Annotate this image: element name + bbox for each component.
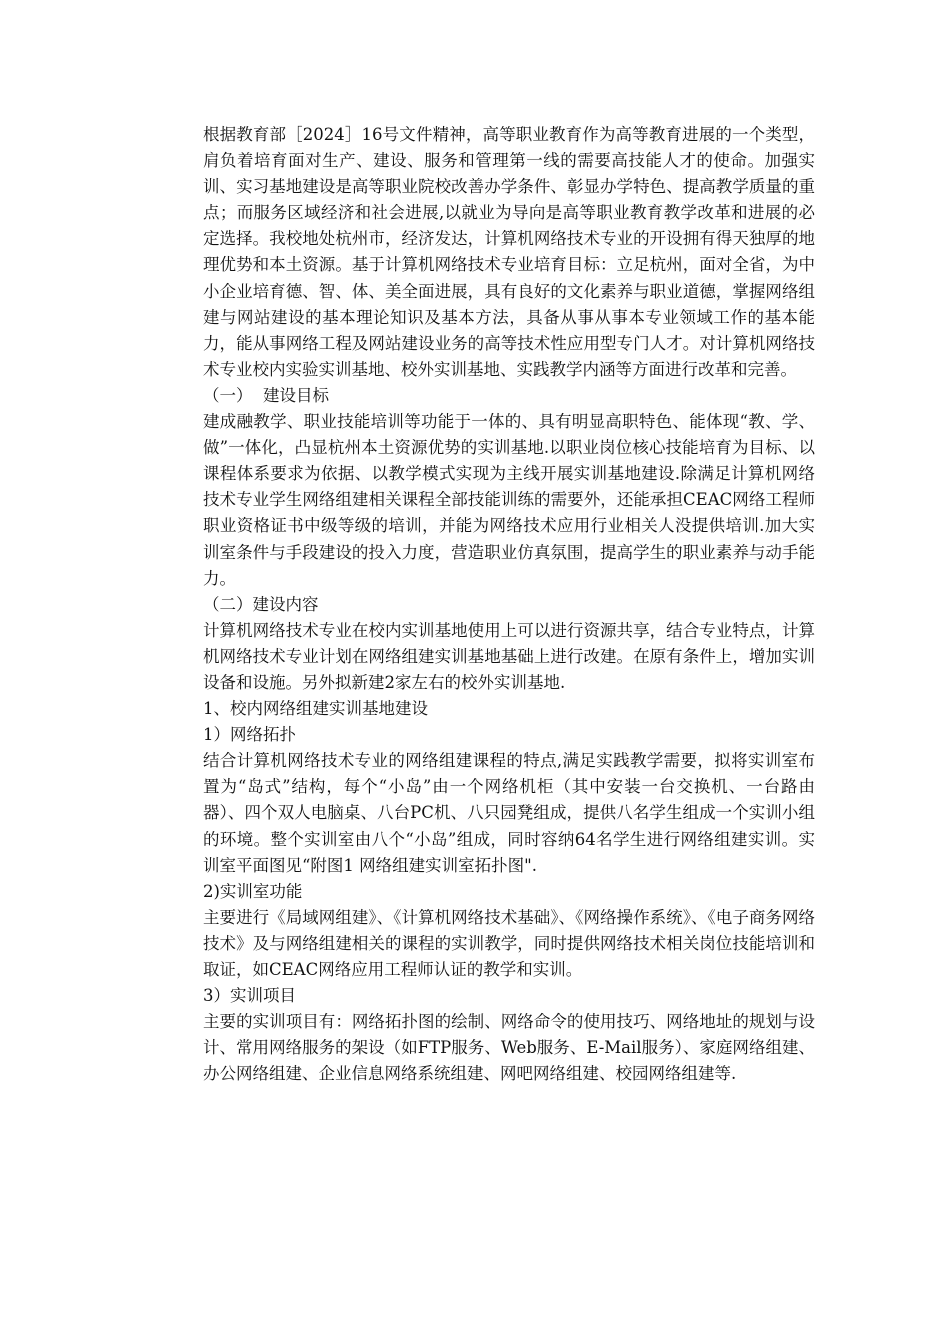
subsection-heading-onsite-base: 1、校内网络组建实训基地建设 <box>203 699 428 719</box>
content-paragraph: 计算机网络技术专业在校内实训基地使用上可以进行资源共享，结合专业特点，计算机网络技术专业计划在网络组建实训基地基础上进行改建。在原有条件上，增加实训设备和设施。另外拟新建2家左右的校外实训基地. <box>203 620 815 692</box>
intro-paragraph: 根据教育部［2024］16号文件精神，高等职业教育作为高等教育进展的一个类型，肩负着培育面对生产、建设、服务和管理第一线的需要高技能人才的使命。加强实训、实习基地建设是高等职业院校改善办学条件、彰显办学特色、提高教学质量的重点；而服务区域经济和社会进展,以就业为导向是高等职业教育教学改革和进展的必定选择。我校地处杭州市，经济发达，计算机网络技术专业的开设拥有得天独厚的地理优势和本土资源。基于计算机网络技术专业培育目标：立足杭州，面对全省，为中小企业培育德、智、体、美全面进展，具有良好的文化素养与职业道德，掌握网络组建与网站建设的基本理论知识及基本方法，具备从事从事本专业领域工作的基本能力，能从事网络工程及网站建设业务的高等技术性应用型专门人才。对计算机网络技术专业校内实验实训基地、校外实训基地、实践教学内涵等方面进行改革和完善。 <box>203 125 815 379</box>
item-heading-lab-function: 2)实训室功能 <box>203 881 303 901</box>
projects-paragraph: 主要的实训项目有：网络拓扑图的绘制、网络命令的使用技巧、网络地址的规划与设计、常用网络服务的架设（如FTP服务、Web服务、E-Mail服务）、家庭网络组建、办公网络组建、企业信息网络系统组建、网吧网络组建、校园网络组建等. <box>203 1012 815 1084</box>
document-page <box>203 122 815 1087</box>
section-heading-goal: （一） 建设目标 <box>203 385 329 405</box>
item-heading-topology: 1）网络拓扑 <box>203 725 296 745</box>
lab-function-paragraph: 主要进行《局域网组建》、《计算机网络技术基础》、《网络操作系统》、《电子商务网络技术》及与网络组建相关的课程的实训教学，同时提供网络技术相关岗位技能培训和取证，如CEAC网络应用工程师认证的教学和实训。 <box>203 907 815 979</box>
item-heading-projects: 3）实训项目 <box>203 986 296 1006</box>
goal-paragraph: 建成融教学、职业技能培训等功能于一体的、具有明显高职特色、能体现“教、学、做”一体化，凸显杭州本土资源优势的实训基地.以职业岗位核心技能培育为目标、以课程体系要求为依据、以教学模式实现为主线开展实训基地建设.除满足计算机网络技术专业学生网络组建相关课程全部技能训练的需要外，还能承担CEAC网络工程师职业资格证书中级等级的培训，并能为网络技术应用行业相关人没提供培训.加大实训室条件与手段建设的投入力度，营造职业仿真氛围，提高学生的职业素养与动手能力。 <box>203 412 815 588</box>
topology-paragraph: 结合计算机网络技术专业的网络组建课程的特点,满足实践教学需要，拟将实训室布置为“岛式”结构，每个“小岛”由一个网络机柜（其中安装一台交换机、一台路由器）、四个双人电脑桌、八台PC机、八只园凳组成，提供八名学生组成一个实训小组的环境。整个实训室由八个“小岛”组成，同时容纳64名学生进行网络组建实训。实训室平面图见“附图1 网络组建实训室拓扑图". <box>203 751 815 875</box>
section-heading-content: （二）建设内容 <box>203 594 319 614</box>
